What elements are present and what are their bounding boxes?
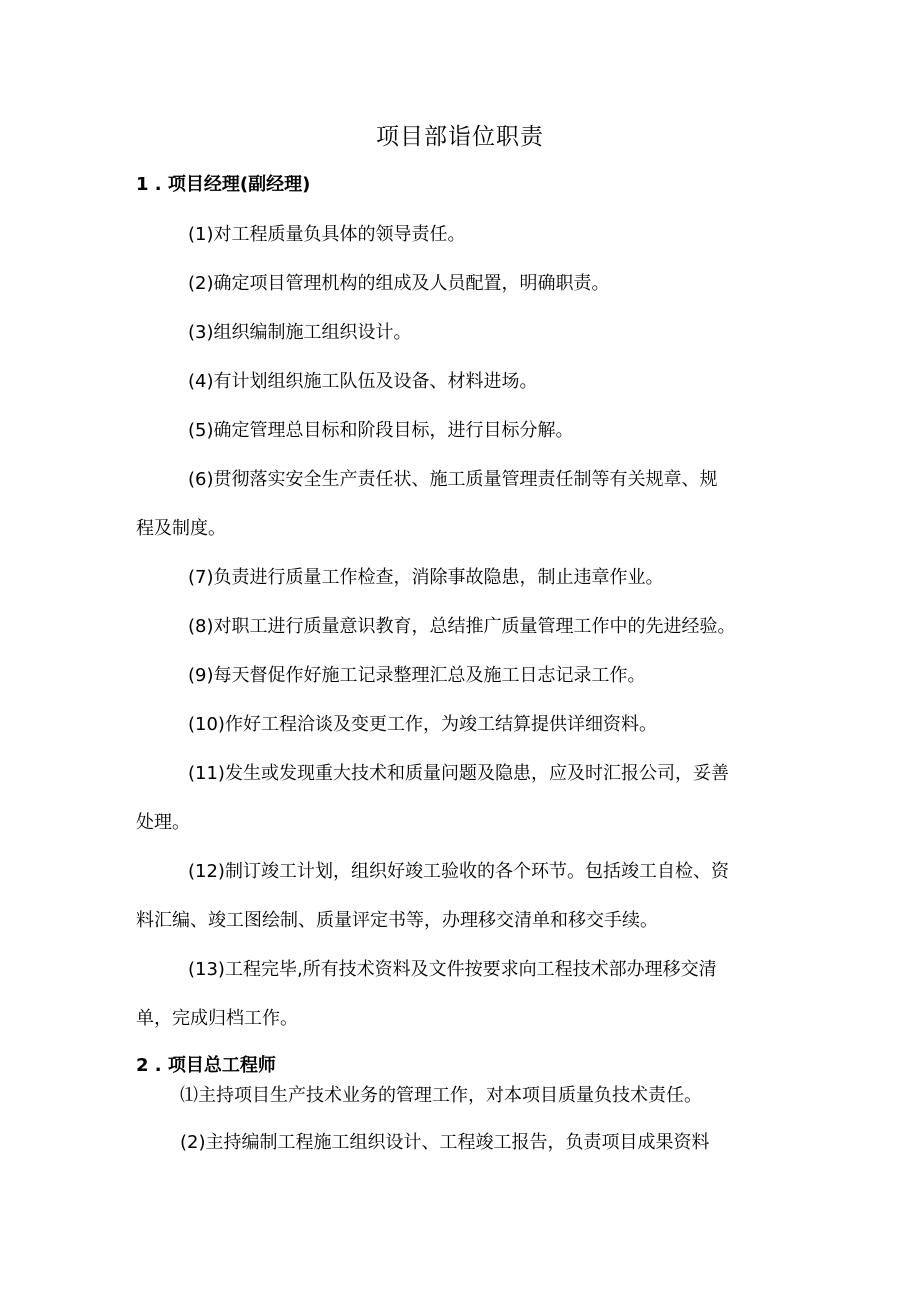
paragraph-line: 料汇编、竣工图绘制、质量评定书等，办理移交清单和移交手续。 xyxy=(136,910,658,931)
paragraph-line: 单，完成归档工作。 xyxy=(136,1008,298,1029)
paragraph-line: 处理。 xyxy=(136,812,190,833)
paragraph-line: (2)主持编制工程施工组织设计、工程竣工报告，负责项目成果资料 xyxy=(180,1132,710,1153)
paragraph-line: ⑴主持项目生产技术业务的管理工作，对本项目质量负技术责任。 xyxy=(180,1085,702,1106)
paragraph-line: (5)确定管理总目标和阶段目标，进行目标分解。 xyxy=(188,420,574,441)
page-title: 项目部诣位职责 xyxy=(376,124,544,150)
paragraph-line: (10)作好工程洽谈及变更工作，为竣工结算提供详细资料。 xyxy=(188,714,657,735)
paragraph-line: (6)贯彻落实安全生产责任状、施工质量管理责任制等有关规章、规 xyxy=(188,469,718,490)
paragraph-line: (13)工程完毕,所有技术资料及文件按要求向工程技术部办理移交清 xyxy=(188,959,717,980)
paragraph-line: (2)确定项目管理机构的组成及人员配置，明确职责。 xyxy=(188,273,610,294)
paragraph-line: (9)每天督促作好施工记录整理汇总及施工日志记录工作。 xyxy=(188,665,646,686)
paragraph-line: (7)负责进行质量工作检查，消除事故隐患，制止违章作业。 xyxy=(188,567,664,588)
paragraph-line: (11)发生或发现重大技术和质量问题及隐患，应及时汇报公司，妥善 xyxy=(188,763,729,784)
paragraph-line: (12)制订竣工计划，组织好竣工验收的各个环节。包括竣工自检、资 xyxy=(188,861,729,882)
paragraph-line: (1)对工程质量负具体的领导责任。 xyxy=(188,224,466,245)
section-heading-1: 1 . 项目经理(副经理) xyxy=(136,174,311,195)
paragraph-line: (8)对职工进行质量意识教育，总结推广质量管理工作中的先进经验。 xyxy=(188,616,736,637)
paragraph-line: (4)有计划组织施工队伍及设备、材料进场。 xyxy=(188,371,538,392)
paragraph-line: (3)组织编制施工组织设计。 xyxy=(188,322,412,343)
paragraph-line: 程及制度。 xyxy=(136,518,226,539)
section-heading-2: 2 . 项目总工程师 xyxy=(136,1055,276,1076)
